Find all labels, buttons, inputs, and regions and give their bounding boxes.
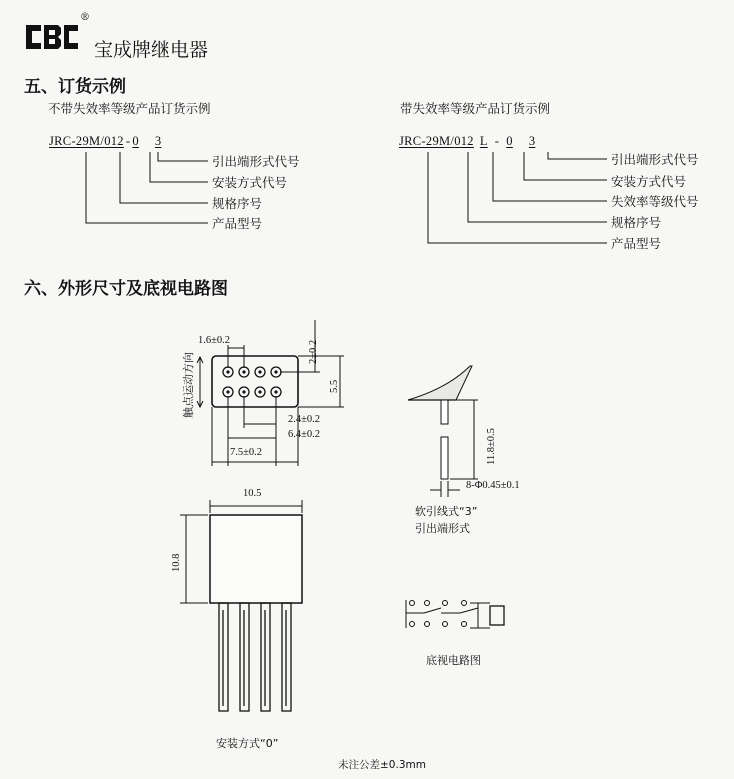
- left-order-code: [49, 134, 161, 149]
- dim-pin-span-b: 6.4±0.2: [288, 429, 321, 440]
- left-label-mount: 安装方式代号: [212, 175, 288, 190]
- right-label-pin: 引出端形式代号: [611, 152, 699, 167]
- right-label-model: 产品型号: [611, 236, 662, 251]
- left-code-mount: 0: [132, 134, 139, 148]
- dim-body-height: 10.8: [171, 553, 182, 572]
- left-code-model: JRC-29M/: [49, 134, 105, 148]
- dim-row-spacing: 5.5: [329, 379, 340, 393]
- section-6-title: 六、外形尺寸及底视电路图: [24, 279, 228, 299]
- right-code-model: JRC-29M/: [399, 134, 455, 148]
- pin-view-caption-2: 引出端形式: [415, 522, 470, 535]
- right-code-spec: 012: [454, 134, 474, 148]
- dim-lead-diameter: 8-Φ0.45±0.1: [466, 480, 520, 491]
- right-code-rate: L: [479, 134, 488, 148]
- left-label-spec: 规格序号: [212, 196, 263, 211]
- registered-mark: ®: [80, 12, 90, 23]
- brand-logo-mark: [24, 22, 80, 52]
- dim-pin-span-a: 2.4±0.2: [288, 414, 321, 425]
- dim-body-length: 7.5±0.2: [230, 447, 263, 458]
- left-code-pin: 3: [154, 134, 162, 148]
- right-label-spec: 规格序号: [611, 215, 662, 230]
- contact-direction-label: 触点运动方向: [182, 352, 195, 418]
- section-5-title: 五、订货示例: [24, 77, 126, 97]
- dim-body-width: 10.5: [243, 488, 262, 499]
- dim-row-offset: 2±0.2: [308, 339, 319, 364]
- side-view-caption: 安装方式“0”: [216, 737, 279, 750]
- right-code-pin: 3: [528, 134, 536, 148]
- brand-logo: [24, 22, 80, 52]
- pin-view-caption-1: 软引线式“3”: [415, 505, 478, 518]
- left-label-model: 产品型号: [212, 216, 263, 231]
- brand-name: 宝成牌继电器: [94, 39, 209, 61]
- left-label-pin: 引出端形式代号: [212, 154, 300, 169]
- circuit-caption: 底视电路图: [426, 654, 481, 667]
- dim-lead-length: 11.8±0.5: [486, 428, 497, 465]
- right-order-code: [399, 134, 535, 149]
- dim-pin-pitch: 1.6±0.2: [198, 335, 231, 346]
- left-subtitle: 不带失效率等级产品订货示例: [48, 101, 211, 116]
- left-code-spec: 012: [104, 134, 124, 148]
- tolerance-note: 未注公差±0.3mm: [338, 759, 426, 771]
- right-subtitle: 带失效率等级产品订货示例: [400, 101, 551, 116]
- right-code-dash: -: [494, 134, 500, 148]
- left-code-dash: -: [125, 134, 131, 148]
- right-code-mount: 0: [506, 134, 513, 148]
- right-label-mount: 安装方式代号: [611, 174, 687, 189]
- right-label-rate: 失效率等级代号: [611, 194, 699, 209]
